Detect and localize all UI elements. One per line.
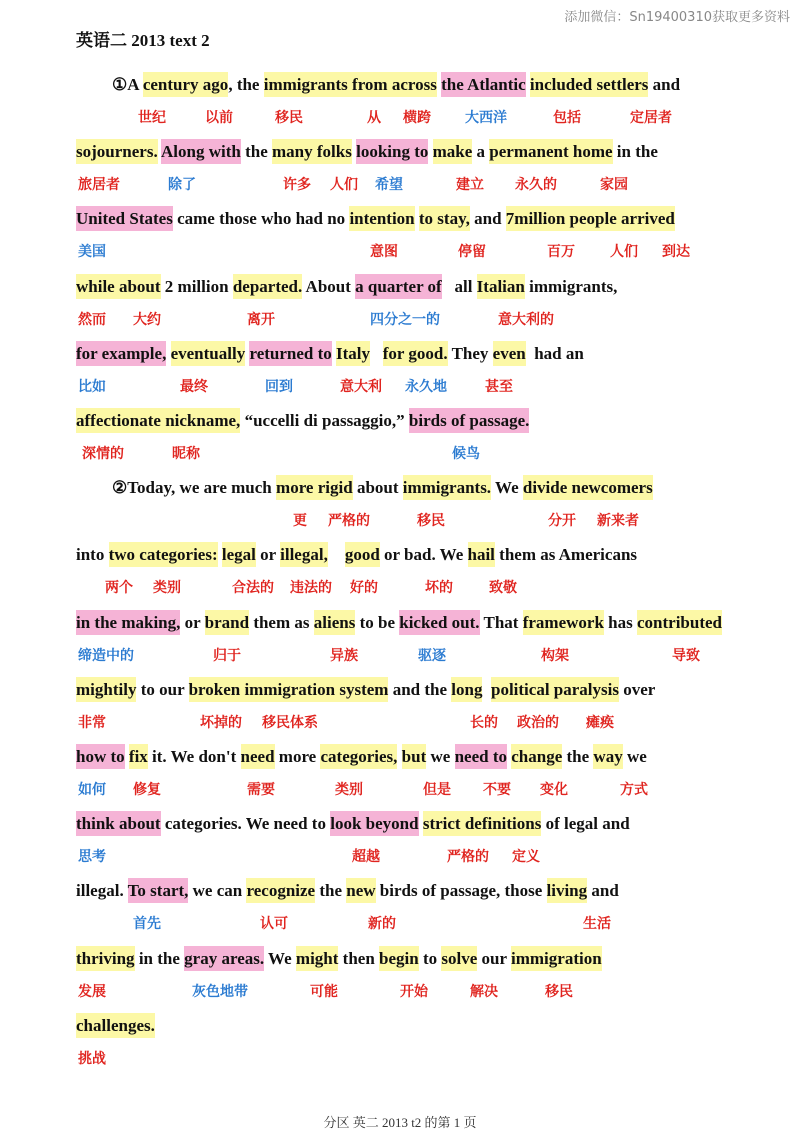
page-footer: 分区 英二 2013 t2 的第 1 页 <box>323 1115 477 1130</box>
passage-line <box>76 809 630 839</box>
chinese-gloss: 比如 <box>78 379 106 395</box>
chinese-gloss-row <box>0 645 800 667</box>
line-text: affectionate nickname, “uccelli di passaggio,” birds of passage. <box>76 408 529 433</box>
chinese-gloss-row <box>0 241 800 263</box>
chinese-gloss-row <box>0 913 800 935</box>
passage-line <box>112 473 653 503</box>
chinese-gloss: 导致 <box>672 648 700 664</box>
paragraph-marker: ① <box>112 75 128 94</box>
chinese-gloss: 包括 <box>553 110 581 126</box>
highlighted-phrase: immigrants from across <box>264 72 437 97</box>
chinese-gloss: 首先 <box>133 916 161 932</box>
chinese-gloss: 方式 <box>620 782 648 798</box>
highlighted-phrase: categories, <box>320 744 397 769</box>
highlighted-phrase: fix <box>129 744 148 769</box>
chinese-gloss: 需要 <box>247 782 275 798</box>
chinese-gloss: 意大利 <box>340 379 382 395</box>
highlighted-phrase: immigrants. <box>403 475 491 500</box>
highlighted-phrase: looking to <box>356 139 428 164</box>
highlighted-phrase: hail <box>468 542 495 567</box>
chinese-gloss: 意大利的 <box>498 312 554 328</box>
chinese-gloss-row <box>0 1048 800 1070</box>
highlighted-phrase: Along with <box>161 139 241 164</box>
highlighted-phrase: illegal, <box>280 542 328 567</box>
chinese-gloss: 大约 <box>133 312 161 328</box>
chinese-gloss: 修复 <box>133 782 161 798</box>
line-text: while about 2 million departed. About a quarter of all Italian immigrants, <box>76 274 617 299</box>
highlighted-phrase: think about <box>76 811 161 836</box>
highlighted-phrase: begin <box>379 946 419 971</box>
chinese-gloss: 挑战 <box>78 1051 106 1067</box>
highlighted-phrase: good <box>345 542 380 567</box>
chinese-gloss: 离开 <box>247 312 275 328</box>
chinese-gloss: 人们 <box>610 244 638 260</box>
highlighted-phrase: political paralysis <box>491 677 619 702</box>
chinese-gloss-row <box>0 510 800 532</box>
highlighted-phrase: even <box>493 341 526 366</box>
chinese-gloss: 定居者 <box>630 110 672 126</box>
chinese-gloss: 从 <box>367 110 381 126</box>
highlighted-phrase: but <box>402 744 427 769</box>
passage-line <box>76 1011 155 1041</box>
highlighted-phrase: look beyond <box>330 811 418 836</box>
passage-line <box>76 339 584 369</box>
line-text: for example, eventually returned to Italy for good. They even had an <box>76 341 584 366</box>
chinese-gloss: 如何 <box>78 782 106 798</box>
highlighted-phrase: living <box>547 878 588 903</box>
highlighted-phrase: the Atlantic <box>441 72 526 97</box>
passage-line <box>76 137 658 167</box>
chinese-gloss: 旅居者 <box>78 177 120 193</box>
chinese-gloss: 候鸟 <box>452 446 480 462</box>
chinese-gloss: 然而 <box>78 312 106 328</box>
passage-line <box>76 876 619 906</box>
highlighted-phrase: solve <box>441 946 477 971</box>
chinese-gloss: 定义 <box>512 849 540 865</box>
highlighted-phrase: To start, <box>128 878 189 903</box>
chinese-gloss-row <box>0 107 800 129</box>
line-text <box>76 1013 155 1038</box>
chinese-gloss-row <box>0 846 800 868</box>
chinese-gloss: 长的 <box>470 715 498 731</box>
highlighted-phrase: kicked out. <box>399 610 479 635</box>
passage-line <box>76 944 602 974</box>
highlighted-phrase: need to <box>455 744 507 769</box>
chinese-gloss: 深情的 <box>82 446 124 462</box>
chinese-gloss: 发展 <box>78 984 106 1000</box>
chinese-gloss: 认可 <box>260 916 288 932</box>
chinese-gloss: 异族 <box>330 648 358 664</box>
chinese-gloss: 意图 <box>370 244 398 260</box>
chinese-gloss: 不要 <box>483 782 511 798</box>
highlighted-phrase: way <box>593 744 622 769</box>
highlighted-phrase: sojourners. <box>76 139 158 164</box>
chinese-gloss: 合法的 <box>232 580 274 596</box>
highlighted-phrase: framework <box>523 610 604 635</box>
chinese-gloss: 好的 <box>350 580 378 596</box>
line-text: mightily to our broken immigration system and the long political paralysis over <box>76 677 655 702</box>
highlighted-phrase: might <box>296 946 339 971</box>
line-text: how to fix it. We don't need more categories, but we need to change the way we <box>76 744 647 769</box>
highlighted-phrase: immigration <box>511 946 602 971</box>
highlighted-phrase: affectionate nickname, <box>76 408 240 433</box>
paragraph-marker: ② <box>112 478 128 497</box>
chinese-gloss: 归于 <box>213 648 241 664</box>
highlighted-phrase: brand <box>205 610 249 635</box>
chinese-gloss: 永久的 <box>515 177 557 193</box>
chinese-gloss: 可能 <box>310 984 338 1000</box>
highlighted-phrase: while about <box>76 274 161 299</box>
chinese-gloss: 严格的 <box>328 513 370 529</box>
chinese-gloss: 违法的 <box>290 580 332 596</box>
chinese-gloss: 分开 <box>548 513 576 529</box>
passage-line <box>76 675 655 705</box>
chinese-gloss-row <box>0 779 800 801</box>
line-text: thriving in the gray areas. We might then begin to solve our immigration <box>76 946 602 971</box>
highlighted-phrase: Italy <box>336 341 370 366</box>
highlighted-phrase: in the making, <box>76 610 180 635</box>
highlighted-phrase: strict definitions <box>423 811 542 836</box>
passage-line <box>76 608 722 638</box>
chinese-gloss: 除了 <box>168 177 196 193</box>
chinese-gloss: 超越 <box>352 849 380 865</box>
chinese-gloss: 移民体系 <box>262 715 318 731</box>
chinese-gloss: 世纪 <box>138 110 166 126</box>
passage-line <box>112 70 680 100</box>
highlighted-phrase: gray areas. <box>184 946 264 971</box>
chinese-gloss: 希望 <box>375 177 403 193</box>
highlighted-phrase: challenges. <box>76 1013 155 1038</box>
chinese-gloss-row <box>0 376 800 398</box>
highlighted-phrase: intention <box>349 206 414 231</box>
highlighted-phrase: aliens <box>314 610 356 635</box>
watermark-text: 添加微信：Sn19400310获取更多资料 <box>564 10 790 25</box>
passage-line <box>76 406 529 436</box>
line-text: United States came those who had no intention to stay, and 7million people arrived <box>76 206 675 231</box>
chinese-gloss: 移民 <box>417 513 445 529</box>
document-title: 英语二 2013 text 2 <box>76 31 210 50</box>
chinese-gloss: 构架 <box>541 648 569 664</box>
chinese-gloss-row <box>0 577 800 599</box>
chinese-gloss: 两个 <box>105 580 133 596</box>
chinese-gloss: 变化 <box>540 782 568 798</box>
highlighted-phrase: contributed <box>637 610 722 635</box>
chinese-gloss-row <box>0 309 800 331</box>
highlighted-phrase: long <box>451 677 482 702</box>
chinese-gloss-row <box>0 443 800 465</box>
line-text: A century ago, the immigrants from across the Atlantic included settlers and <box>127 72 680 97</box>
chinese-gloss: 以前 <box>205 110 233 126</box>
highlighted-phrase: permanent home <box>489 139 612 164</box>
chinese-gloss: 大西洋 <box>465 110 507 126</box>
chinese-gloss: 美国 <box>78 244 106 260</box>
chinese-gloss: 百万 <box>547 244 575 260</box>
chinese-gloss: 许多 <box>283 177 311 193</box>
chinese-gloss: 家园 <box>600 177 628 193</box>
chinese-gloss: 最终 <box>180 379 208 395</box>
highlighted-phrase: broken immigration system <box>189 677 389 702</box>
chinese-gloss-row <box>0 981 800 1003</box>
highlighted-phrase: a quarter of <box>355 274 442 299</box>
highlighted-phrase: for example, <box>76 341 166 366</box>
chinese-gloss: 坏掉的 <box>200 715 242 731</box>
chinese-gloss: 致敬 <box>489 580 517 596</box>
highlighted-phrase: birds of passage. <box>409 408 529 433</box>
chinese-gloss: 移民 <box>545 984 573 1000</box>
chinese-gloss: 政治的 <box>517 715 559 731</box>
chinese-gloss: 新来者 <box>597 513 639 529</box>
chinese-gloss: 坏的 <box>425 580 453 596</box>
chinese-gloss: 思考 <box>78 849 106 865</box>
highlighted-phrase: 7million people arrived <box>506 206 675 231</box>
highlighted-phrase: thriving <box>76 946 135 971</box>
chinese-gloss: 停留 <box>458 244 486 260</box>
highlighted-phrase: two categories: <box>109 542 218 567</box>
highlighted-phrase: new <box>346 878 375 903</box>
line-text: think about categories. We need to look beyond strict definitions of legal and <box>76 811 630 836</box>
chinese-gloss: 类别 <box>335 782 363 798</box>
chinese-gloss: 四分之一的 <box>370 312 440 328</box>
line-text: in the making, or brand them as aliens to be kicked out. That framework has contributed <box>76 610 722 635</box>
highlighted-phrase: need <box>241 744 275 769</box>
chinese-gloss: 更 <box>293 513 307 529</box>
chinese-gloss: 瘫痪 <box>586 715 614 731</box>
passage-line <box>76 540 637 570</box>
chinese-gloss-row <box>0 712 800 734</box>
chinese-gloss: 永久地 <box>405 379 447 395</box>
highlighted-phrase: change <box>511 744 562 769</box>
highlighted-phrase: for good. <box>383 341 448 366</box>
chinese-gloss: 缔造中的 <box>78 648 134 664</box>
passage-line <box>76 742 647 772</box>
chinese-gloss: 开始 <box>400 984 428 1000</box>
passage-line <box>76 272 617 302</box>
chinese-gloss: 生活 <box>583 916 611 932</box>
passage-line <box>76 204 675 234</box>
chinese-gloss: 灰色地带 <box>192 984 248 1000</box>
highlighted-phrase: Italian <box>477 274 525 299</box>
line-text: into two categories: legal or illegal, good or bad. We hail them as Americans <box>76 542 637 567</box>
line-text: illegal. To start, we can recognize the new birds of passage, those living and <box>76 878 619 903</box>
chinese-gloss: 移民 <box>275 110 303 126</box>
chinese-gloss: 人们 <box>330 177 358 193</box>
highlighted-phrase: legal <box>222 542 256 567</box>
highlighted-phrase: make <box>433 139 473 164</box>
highlighted-phrase: divide newcomers <box>523 475 653 500</box>
chinese-gloss: 回到 <box>265 379 293 395</box>
line-text: sojourners. Along with the many folks looking to make a permanent home in the <box>76 139 658 164</box>
highlighted-phrase: included settlers <box>530 72 649 97</box>
chinese-gloss-row <box>0 174 800 196</box>
chinese-gloss: 到达 <box>662 244 690 260</box>
chinese-gloss: 建立 <box>456 177 484 193</box>
highlighted-phrase: more rigid <box>276 475 353 500</box>
chinese-gloss: 解决 <box>470 984 498 1000</box>
highlighted-phrase: eventually <box>171 341 246 366</box>
chinese-gloss: 昵称 <box>172 446 200 462</box>
highlighted-phrase: mightily <box>76 677 136 702</box>
highlighted-phrase: recognize <box>246 878 315 903</box>
highlighted-phrase: how to <box>76 744 125 769</box>
chinese-gloss: 新的 <box>368 916 396 932</box>
chinese-gloss: 但是 <box>423 782 451 798</box>
highlighted-phrase: century ago <box>143 72 228 97</box>
chinese-gloss: 类别 <box>153 580 181 596</box>
chinese-gloss: 驱逐 <box>418 648 446 664</box>
highlighted-phrase: returned to <box>249 341 331 366</box>
line-text: Today, we are much more rigid about immigrants. We divide newcomers <box>127 475 652 500</box>
highlighted-phrase: United States <box>76 206 173 231</box>
highlighted-phrase: many folks <box>272 139 352 164</box>
highlighted-phrase: departed. <box>233 274 302 299</box>
highlighted-phrase: to stay, <box>419 206 470 231</box>
chinese-gloss: 横跨 <box>403 110 431 126</box>
chinese-gloss: 严格的 <box>447 849 489 865</box>
chinese-gloss: 非常 <box>78 715 106 731</box>
chinese-gloss: 甚至 <box>485 379 513 395</box>
